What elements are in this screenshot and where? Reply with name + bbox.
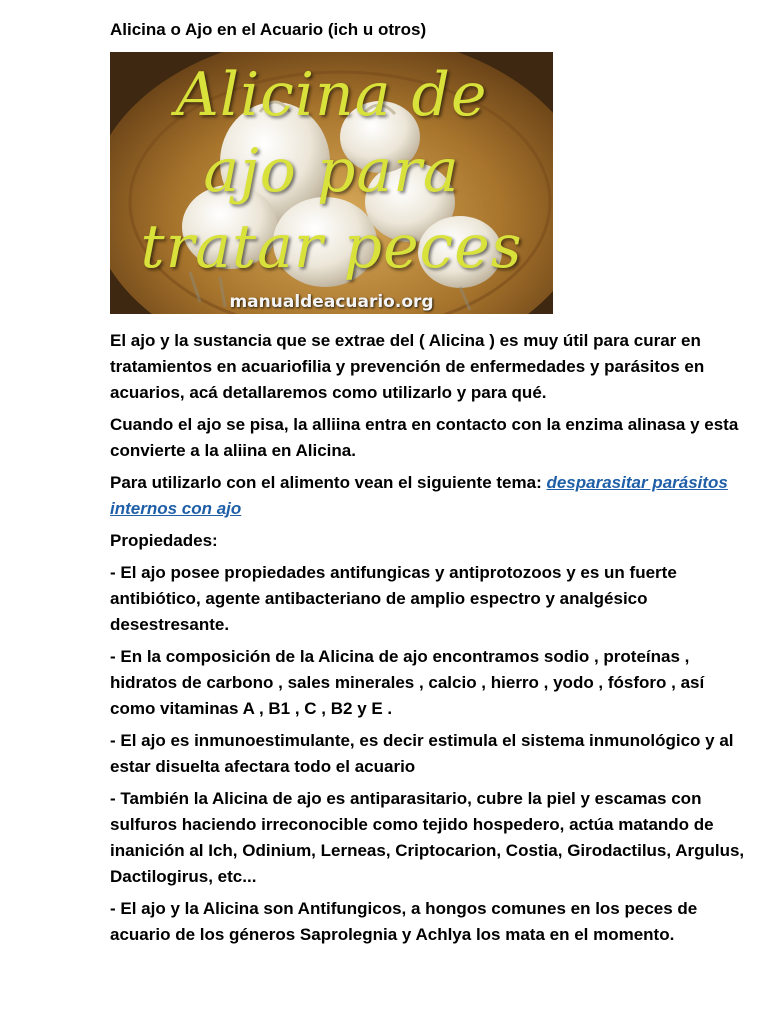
- property-item: - El ajo posee propiedades antifungicas y antiprotozoos y es un fuerte antibiótico, agente antibacteriano de amplio espectro y analgésico desestresante.: [110, 563, 677, 634]
- hero-text-line-1: Alicina de: [175, 60, 488, 130]
- garlic-bowl-illustration: [110, 52, 553, 314]
- property-item: - El ajo es inmunoestimulante, es decir estimula el sistema inmunológico y al estar disuelta afectara todo el acuario: [110, 731, 734, 776]
- usage-text: Para utilizarlo con el alimento vean el siguiente tema:: [110, 473, 547, 492]
- document-title: Alicina o Ajo en el Acuario (ich u otros): [110, 20, 427, 39]
- document-page: [110, 18, 750, 954]
- process-paragraph: Cuando el ajo se pisa, la alliina entra en contacto con la enzima alinasa y esta convierte a la aliina en Alicina.: [110, 415, 739, 460]
- property-item: - En la composición de la Alicina de ajo encontramos sodio , proteínas , hidratos de carbono , sales minerales , calcio , hierro , yodo , fósforo , así como vitaminas A , B1 , C , B2 y E .: [110, 647, 705, 718]
- hero-credit: manualdeacuario.org: [229, 292, 434, 312]
- hero-image: [110, 52, 553, 314]
- property-item: - El ajo y la Alicina son Antifungicos, a hongos comunes en los peces de acuario de los géneros Saprolegnia y Achlya los mata en el momento.: [110, 899, 698, 944]
- usage-paragraph: [110, 470, 750, 522]
- property-item: - También la Alicina de ajo es antiparasitario, cubre la piel y escamas con sulfuros haciendo irreconocible como tejido hospedero, actúa matando de inanición al Ich, Odinium, Lerneas, Criptocarion, Costia, Girodactilus, Argulus, Dactilogirus, etc...: [110, 789, 745, 886]
- deworming-link[interactable]: desparasitar parásitos internos con ajo: [110, 473, 728, 518]
- hero-text-line-2: ajo para: [203, 136, 460, 206]
- hero-text-line-3: tratar peces: [140, 212, 523, 282]
- properties-heading: Propiedades:: [110, 531, 218, 550]
- intro-paragraph: El ajo y la sustancia que se extrae del ( Alicina ) es muy útil para curar en tratamientos en acuariofilia y prevención de enfermedades y parásitos en acuarios, acá detallaremos como utilizarlo y para qué.: [110, 331, 705, 402]
